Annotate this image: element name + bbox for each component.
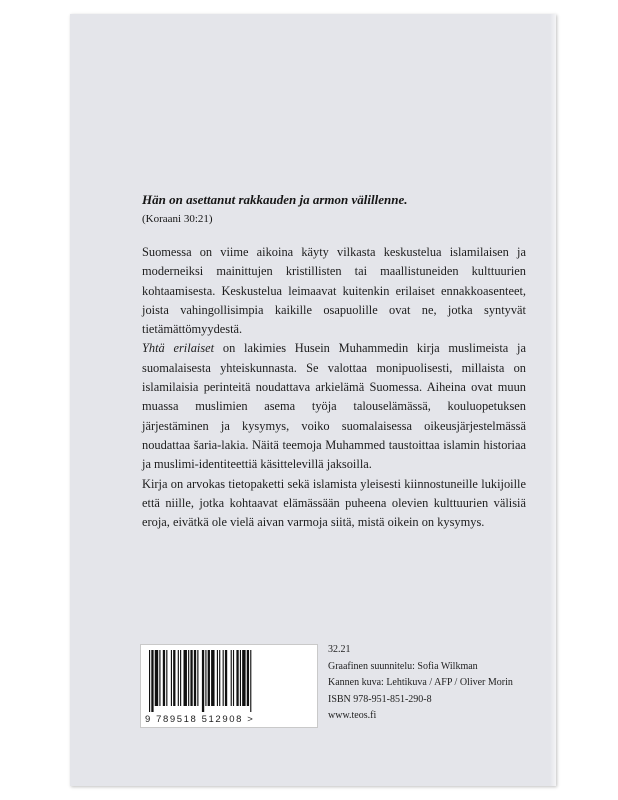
barcode-bar	[250, 650, 251, 712]
barcode-digits: 9 789518 512908 >	[145, 714, 255, 725]
blurb-paragraph-2	[142, 339, 526, 474]
colophon	[328, 642, 513, 725]
barcode-bar	[217, 650, 218, 706]
publisher-website: www.teos.fi	[328, 710, 377, 722]
blurb-paragraph-1: Suomessa on viime aikoina käyty vilkasta keskustelua islamilaisen ja moderneiksi mainittujen kristillisten tai maallistuneiden kulttuurien kohtaamisesta. Keskustelua leimaavat kuitenkin erilaiset ennakkoasenteet, joista vahingollisimpia kaikille osapuolille ovat ne, jotka syntyvät tietämättömyydestä.	[142, 245, 526, 337]
cover-edge	[550, 14, 556, 786]
barcode-bar	[184, 650, 187, 706]
barcode-bar	[242, 650, 245, 706]
barcode-bar	[202, 650, 204, 712]
barcode-bar	[197, 650, 198, 706]
barcode-bar	[219, 650, 220, 706]
design-credit: Graafinen suunnitelu: Sofia Wilkman	[328, 660, 478, 672]
barcode-bar	[211, 650, 214, 706]
barcode-bar	[171, 650, 172, 706]
cover-photo-credit: Kannen kuva: Lehtikuva / AFP / Oliver Morin	[328, 677, 513, 689]
barcode-bar	[173, 650, 175, 706]
barcode-bar	[180, 650, 181, 706]
book-back-cover	[70, 14, 556, 786]
barcode-bar	[247, 650, 249, 706]
epigraph-text: Hän on asettanut rakkauden ja armon välillenne.	[142, 192, 408, 207]
isbn-barcode	[140, 644, 318, 728]
barcode-bar	[151, 650, 153, 712]
barcode-bars	[147, 650, 311, 712]
barcode-bar	[208, 650, 210, 706]
book-title: Yhtä erilaiset	[142, 341, 215, 356]
barcode-bar	[190, 650, 192, 706]
barcode-bar	[155, 650, 158, 706]
barcode-bar	[163, 650, 165, 706]
barcode-bar	[225, 650, 227, 706]
barcode-bar	[159, 650, 160, 706]
barcode-bar	[233, 650, 234, 706]
barcode-bar	[223, 650, 224, 706]
barcode-bar	[188, 650, 189, 706]
barcode-bar	[240, 650, 241, 706]
barcode-bar	[194, 650, 196, 706]
classification-code: 32.21	[328, 644, 351, 655]
blurb	[142, 243, 526, 532]
barcode-bar	[205, 650, 206, 706]
epigraph	[142, 191, 512, 227]
barcode-bar	[149, 650, 150, 712]
isbn: ISBN 978-951-851-290-8	[328, 693, 432, 705]
barcode-bar	[236, 650, 238, 706]
barcode-bar	[166, 650, 167, 706]
blurb-paragraph-2-text: on lakimies Husein Muhammedin kirja muslimeista ja suomalaisesta yhteiskunnasta. Se valottaa monipuolisesti, millaista on islamilaisia perinteitä noudattava arkielämä Suomessa. Aiheina ovat muun muassa muslimien asema työja talouselämässä, kouluopetuksen järjestäminen ja kysymys, voiko suomalaisessa oikeusjärjestelmässä noudattaa šaria-lakia. Näitä teemoja Muhammed taustoittaa islamin historiaa ja muslimi-identiteettiä käsittelevillä jaksoilla.	[142, 341, 526, 472]
epigraph-source: (Koraani 30:21)	[142, 213, 213, 225]
barcode-bar	[231, 650, 232, 706]
blurb-paragraph-3: Kirja on arvokas tietopaketti sekä islamista yleisesti kiinnostuneille lukijoille että niille, jotka kohtaavat elämässään puheena olevien kulttuurien välisiä eroja, eivätkä ole vielä aivan varmoja siitä, mistä oikein on kysymys.	[142, 476, 526, 530]
barcode-bar	[178, 650, 179, 706]
